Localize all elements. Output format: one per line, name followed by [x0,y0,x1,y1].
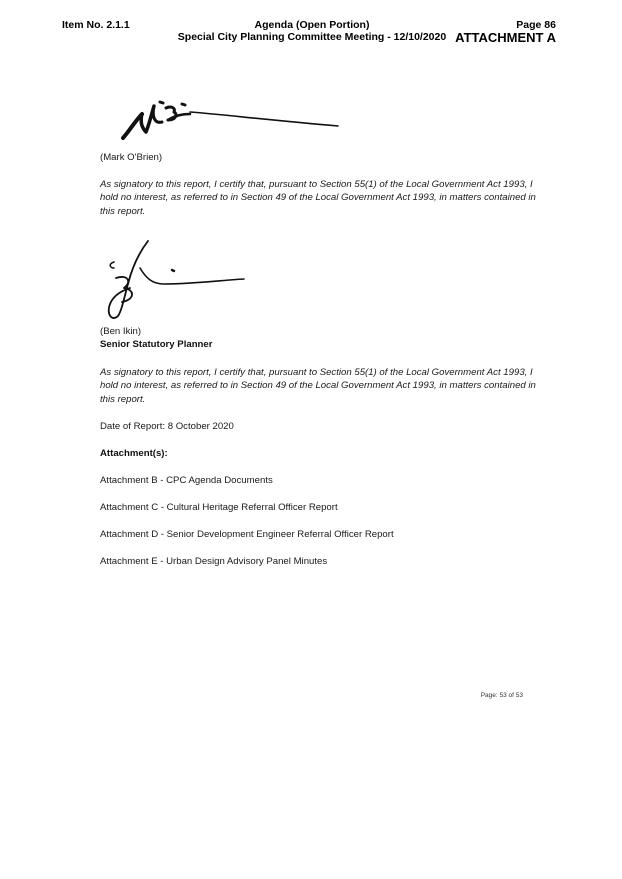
signatory-role: Senior Statutory Planner [100,339,213,350]
signatory-name: (Ben Ikin) [100,326,142,337]
attachment-item: Attachment B - CPC Agenda Documents [100,475,273,486]
signature-mark-obrien-icon [118,98,343,143]
attachment-label: ATTACHMENT A [455,30,556,45]
meeting-title: Special City Planning Committee Meeting - 12/10/2020 [177,31,447,43]
attachments-heading: Attachment(s): [100,448,168,459]
agenda-header [152,19,472,43]
attachment-item: Attachment E - Urban Design Advisory Panel Minutes [100,556,328,567]
item-number: Item No. 2.1.1 [62,19,130,31]
certification-statement: As signatory to this report, I certify that, pursuant to Section 55(1) of the Local Government Act 1993, I hold no interest, as referred to in Section 49 of the Local Government Act 1993, in matters contained in this report. [100,179,536,217]
certification-statement: As signatory to this report, I certify that, pursuant to Section 55(1) of the Local Government Act 1993, I hold no interest, as referred to in Section 49 of the Local Government Act 1993, in matters contained in this report. [100,367,536,405]
attachment-item: Attachment D - Senior Development Engineer Referral Officer Report [100,529,394,540]
attachment-item: Attachment C - Cultural Heritage Referral Officer Report [100,502,338,513]
report-date: Date of Report: 8 October 2020 [100,421,234,432]
agenda-title: Agenda (Open Portion) [254,19,370,31]
page-number: Page 86 [516,19,556,31]
footer-page-count: Page: 53 of 53 [480,692,523,699]
signature-ben-ikin-icon [104,238,254,323]
page-header [440,19,556,45]
signatory-name: (Mark O'Brien) [100,152,163,163]
